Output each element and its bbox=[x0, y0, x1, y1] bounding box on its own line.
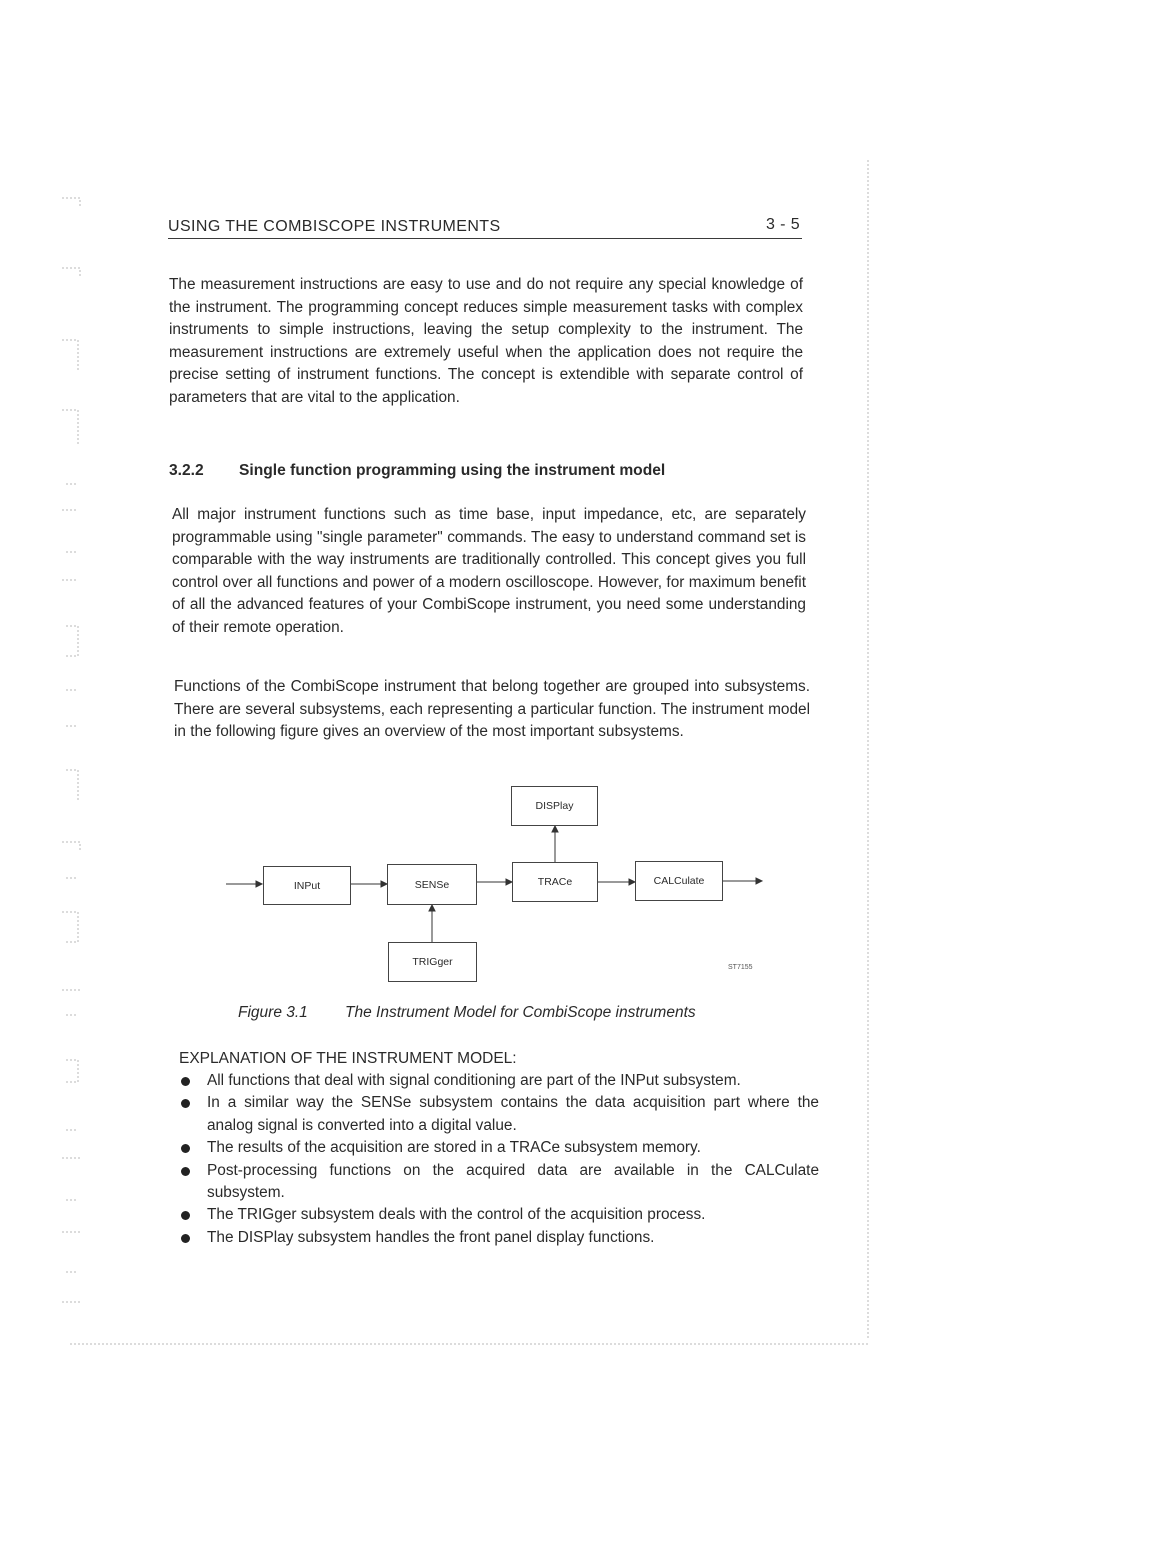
block-trigger bbox=[388, 942, 477, 982]
bullet-icon bbox=[181, 1167, 190, 1176]
intro-paragraph: The measurement instructions are easy to use and do not require any special knowledge of the instrument. The programming concept reduces simple measurement tasks with complex instruments to simple instructions, leaving the setup complexity to the instrument. The measurement instructions are extremely useful when the application does not require the precise setting of instrument functions. The concept is extendible with separate control of parameters that are vital to the application. bbox=[169, 276, 803, 406]
block-display-label: DISPlay bbox=[535, 800, 574, 812]
list-item bbox=[179, 1227, 819, 1249]
bullet-icon bbox=[181, 1099, 190, 1108]
block-sense bbox=[387, 864, 477, 905]
explanation-heading: EXPLANATION OF THE INSTRUMENT MODEL: bbox=[179, 1050, 517, 1067]
list-item bbox=[179, 1204, 819, 1226]
list-item-text: Post-processing functions on the acquired data are available in the CALCulate subsystem. bbox=[207, 1161, 819, 1202]
block-calculate bbox=[635, 861, 723, 901]
block-display bbox=[511, 786, 598, 826]
bullet-icon bbox=[181, 1234, 190, 1243]
list-item bbox=[179, 1092, 819, 1137]
list-item-text: The results of the acquisition are stored in a TRACe subsystem memory. bbox=[207, 1139, 701, 1157]
block-input-label: INPut bbox=[293, 879, 321, 892]
chapter-title: USING THE COMBISCOPE INSTRUMENTS bbox=[168, 218, 501, 235]
block-trigger-label: TRIGger bbox=[412, 956, 453, 968]
body-paragraph-2: Functions of the CombiScope instrument that belong together are grouped into subsystems. There are several subsystems, each representing a particular function. The instrument model in the following figure gives an overview of the most important subsystems. bbox=[174, 678, 810, 741]
block-input bbox=[263, 866, 351, 905]
block-calculate-label: CALCulate bbox=[653, 875, 705, 887]
block-sense-label: SENSe bbox=[414, 878, 450, 891]
bullet-icon bbox=[181, 1144, 190, 1153]
page-number: 3 - 5 bbox=[765, 216, 800, 233]
list-item-text: The TRIGger subsystem deals with the control of the acquisition process. bbox=[207, 1206, 706, 1224]
list-item-text: All functions that deal with signal conditioning are part of the INPut subsystem. bbox=[207, 1072, 741, 1089]
section-title: Single function programming using the instrument model bbox=[239, 462, 666, 479]
list-item bbox=[179, 1137, 819, 1159]
list-item-text: The DISPlay subsystem handles the front panel display functions. bbox=[207, 1228, 655, 1246]
figure-caption-label: Figure 3.1 bbox=[238, 1004, 308, 1021]
block-trace-label: TRACe bbox=[537, 876, 573, 888]
bullet-icon bbox=[181, 1211, 190, 1220]
section-number: 3.2.2 bbox=[169, 462, 204, 479]
bullet-icon bbox=[181, 1077, 190, 1086]
block-trace bbox=[512, 862, 598, 902]
list-item bbox=[179, 1160, 819, 1205]
explanation-list bbox=[179, 1070, 819, 1249]
figure-id: ST7155 bbox=[728, 964, 753, 971]
figure-caption-text: The Instrument Model for CombiScope instruments bbox=[345, 1004, 696, 1021]
list-item bbox=[179, 1070, 819, 1092]
list-item-text: In a similar way the SENSe subsystem contains the data acquisition part where the analog signal is converted into a digital value. bbox=[207, 1094, 819, 1134]
figure-caption bbox=[238, 1004, 696, 1022]
body-paragraph-1: All major instrument functions such as time base, input impedance, etc, are separately programmable using "single parameter" commands. The easy to understand command set is comparable with the way instruments are traditionally controlled. This concept gives you full control over all functions and power of a modern oscilloscope. However, for maximum benefit of all the advanced features of your CombiScope instrument, you need some understanding of their remote operation. bbox=[172, 506, 806, 636]
